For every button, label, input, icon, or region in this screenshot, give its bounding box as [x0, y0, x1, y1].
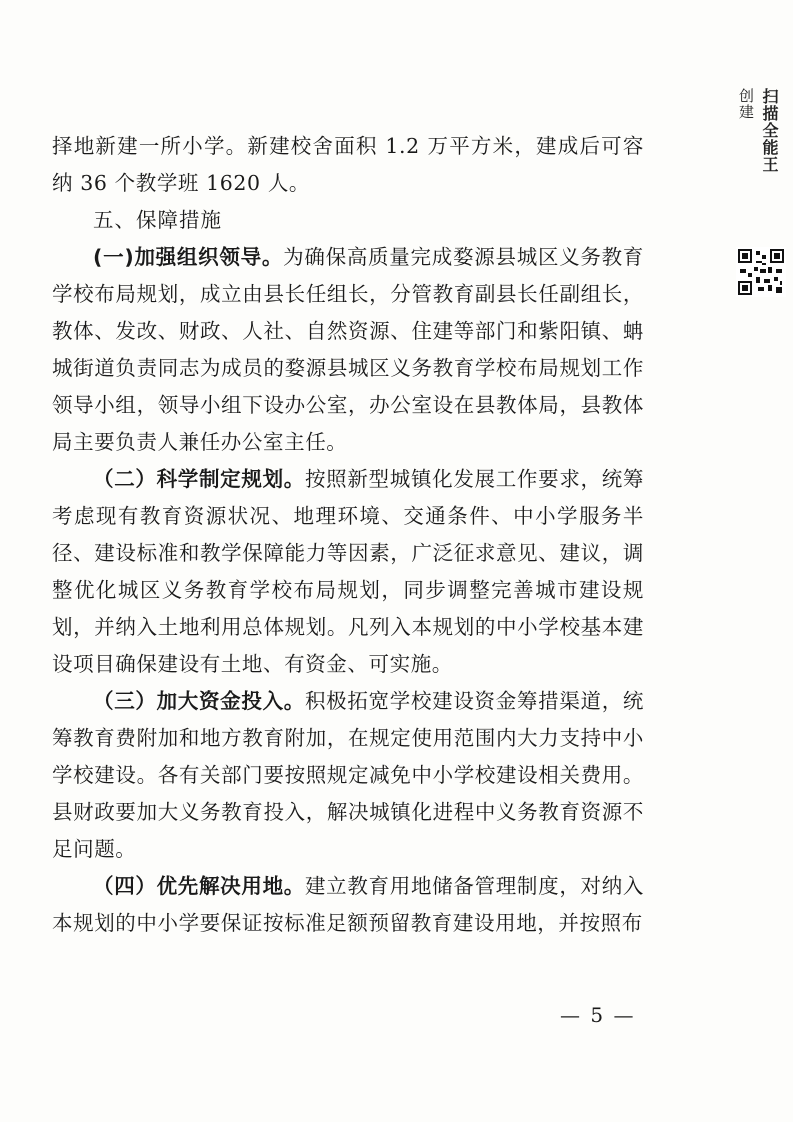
item-lead-1: (一)加强组织领导。 [93, 245, 284, 269]
item-text-2: 按照新型城镇化发展工作要求，统筹考虑现有教育资源状况、地理环境、交通条件、中小学服务半径、建设标准和教学保障能力等因素，广泛征求意见、建议，调整优化城区义务教育学校布局规划，同步调整完善城市建设规划，并纳入土地利用总体规划。凡列入本规划的中小学校基本建设项目确保建设有土地、有资金、可实施。 [52, 467, 645, 676]
section-heading: 五、保障措施 [93, 208, 222, 232]
scanner-label-secondary: 创建 [737, 88, 755, 120]
qr-code-icon [736, 247, 786, 297]
item-text-3: 积极拓宽学校建设资金筹措渠道，统筹教育费附加和地方教育附加，在规定使用范围内大力支持中小学校建设。各有关部门要按照规定减免中小学校建设相关费用。县财政要加大义务教育投入，解决城镇化进程中义务教育资源不足问题。 [52, 689, 645, 861]
scanner-label: 扫描全能王 [760, 88, 779, 173]
item-lead-4: （四）优先解决用地。 [93, 874, 305, 898]
item-paragraph-4 [52, 868, 644, 942]
item-text-1: 为确保高质量完成婺源县城区义务教育学校布局规划，成立由县长任组长，分管教育副县长任副组长，教体、发改、财政、人社、自然资源、住建等部门和紫阳镇、蚺城街道负责同志为成员的婺源县城区义务教育学校布局规划工作领导小组，领导小组下设办公室，办公室设在县教体局，县教体局主要负责人兼任办公室主任。 [52, 245, 644, 454]
item-lead-2: （二）科学制定规划。 [93, 467, 305, 491]
page-number: — 5 — [560, 1003, 636, 1027]
paragraph-continuation: 择地新建一所小学。新建校舍面积 1.2 万平方米，建成后可容纳 36 个教学班 1620 人。 [52, 134, 644, 195]
item-paragraph-2 [52, 461, 644, 683]
document-body [52, 128, 644, 942]
item-paragraph-1 [52, 239, 644, 461]
item-text-4: 建立教育用地储备管理制度，对纳入本规划的中小学要保证按标准足额预留教育建设用地，并按照布 [52, 874, 645, 935]
item-paragraph-3 [52, 683, 644, 868]
item-lead-3: （三）加大资金投入。 [93, 689, 305, 713]
